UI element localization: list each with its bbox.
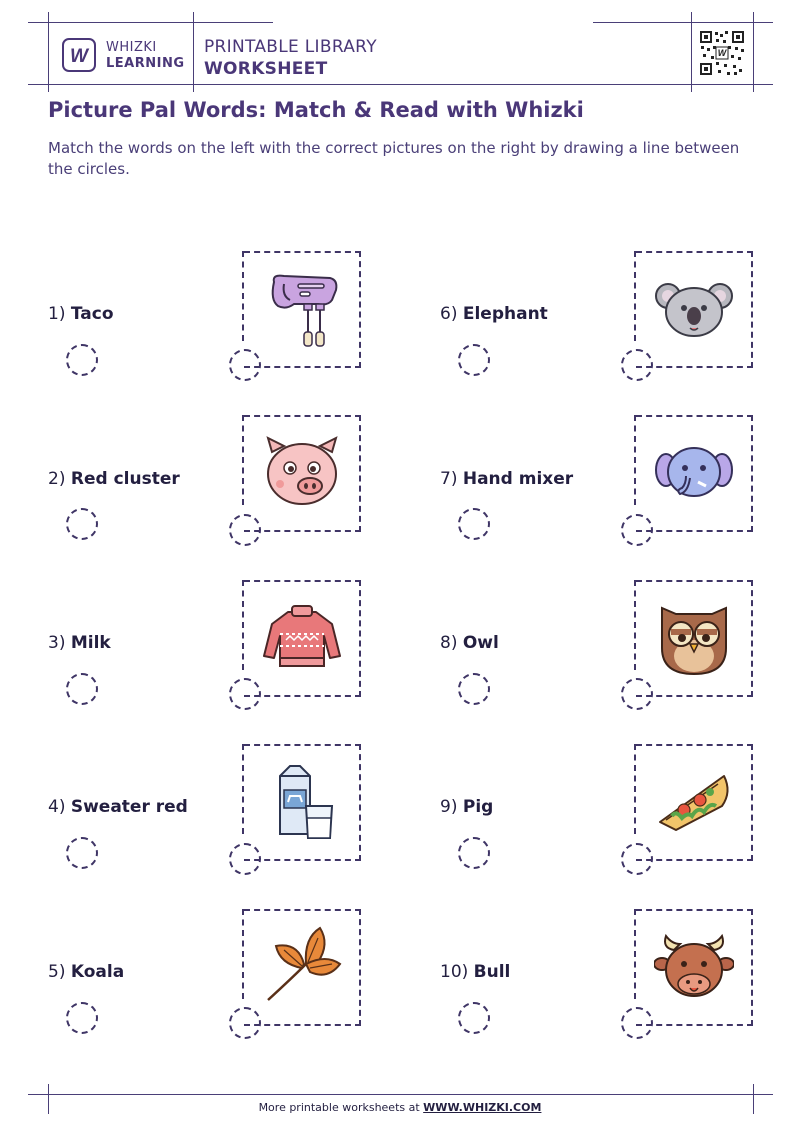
left-item-1-picture-circle[interactable] xyxy=(229,349,261,381)
qr-code-icon[interactable] xyxy=(698,29,746,77)
left-item-1-label: 1) Taco xyxy=(48,304,114,324)
left-item-5-picture-circle[interactable] xyxy=(229,1007,261,1039)
right-item-7-label: 7) Hand mixer xyxy=(440,469,574,489)
brand-name xyxy=(106,40,185,72)
right-item-7-word-circle[interactable] xyxy=(458,508,490,540)
whizki-logo[interactable] xyxy=(62,38,96,72)
bull-icon xyxy=(654,930,734,1010)
footer-text: More printable worksheets at xyxy=(258,1101,420,1114)
header-top-rule-right xyxy=(593,22,773,23)
left-item-2-label: 2) Red cluster xyxy=(48,469,180,489)
brand-line-1: WHIZKI xyxy=(106,40,157,55)
right-item-7-picture-circle[interactable] xyxy=(621,514,653,546)
footer-rule xyxy=(28,1094,773,1095)
header-bottom-rule xyxy=(28,84,773,85)
svg-text:W: W xyxy=(70,46,88,67)
header-top-rule xyxy=(28,22,273,23)
left-item-4-word-circle[interactable] xyxy=(66,837,98,869)
right-item-10-label: 10) Bull xyxy=(440,962,511,982)
left-item-5-label: 5) Koala xyxy=(48,962,125,982)
logo-mark-icon xyxy=(64,40,94,70)
left-item-3-word-circle[interactable] xyxy=(66,673,98,705)
worksheet-title: Picture Pal Words: Match & Read with Whizki xyxy=(48,98,584,122)
header-divider-3 xyxy=(691,12,692,92)
milk-icon xyxy=(270,762,350,842)
right-item-6-word-circle[interactable] xyxy=(458,344,490,376)
worksheet-instructions: Match the words on the left with the correct pictures on the right by drawing a line between the circles. xyxy=(48,139,740,178)
pig-icon xyxy=(262,434,342,514)
footer-link[interactable]: WWW.WHIZKI.COM xyxy=(423,1101,542,1114)
right-item-9-label: 9) Pig xyxy=(440,797,494,817)
left-item-5-word-circle[interactable] xyxy=(66,1002,98,1034)
library-line-2: WORKSHEET xyxy=(204,59,328,79)
right-item-8-word-circle[interactable] xyxy=(458,673,490,705)
right-item-6-picture-circle[interactable] xyxy=(621,349,653,381)
left-item-4-label: 4) Sweater red xyxy=(48,797,188,817)
koala-icon xyxy=(654,272,734,352)
owl-icon xyxy=(654,598,734,678)
svg-text:W: W xyxy=(717,48,727,58)
right-item-10-word-circle[interactable] xyxy=(458,1002,490,1034)
right-item-8-picture-circle[interactable] xyxy=(621,678,653,710)
footer xyxy=(0,1101,800,1114)
brand-line-2: LEARNING xyxy=(106,56,185,71)
left-item-1-word-circle[interactable] xyxy=(66,344,98,376)
right-item-8-label: 8) Owl xyxy=(440,633,499,653)
left-item-3-picture-circle[interactable] xyxy=(229,678,261,710)
taco-icon xyxy=(654,766,734,846)
sweater-icon xyxy=(262,600,342,680)
right-item-9-word-circle[interactable] xyxy=(458,837,490,869)
header-divider-1 xyxy=(48,12,49,92)
left-item-4-picture-circle[interactable] xyxy=(229,843,261,875)
leaf-cluster-icon xyxy=(262,924,342,1004)
right-item-10-picture-circle[interactable] xyxy=(621,1007,653,1039)
library-line-1: PRINTABLE LIBRARY xyxy=(204,37,377,57)
left-item-2-word-circle[interactable] xyxy=(66,508,98,540)
elephant-icon xyxy=(654,436,734,516)
left-item-3-label: 3) Milk xyxy=(48,633,111,653)
left-item-2-picture-circle[interactable] xyxy=(229,514,261,546)
hand-mixer-icon xyxy=(264,270,344,350)
right-item-9-picture-circle[interactable] xyxy=(621,843,653,875)
header-divider-4 xyxy=(753,12,754,92)
library-heading xyxy=(204,36,377,80)
header-divider-2 xyxy=(193,12,194,92)
right-item-6-label: 6) Elephant xyxy=(440,304,548,324)
